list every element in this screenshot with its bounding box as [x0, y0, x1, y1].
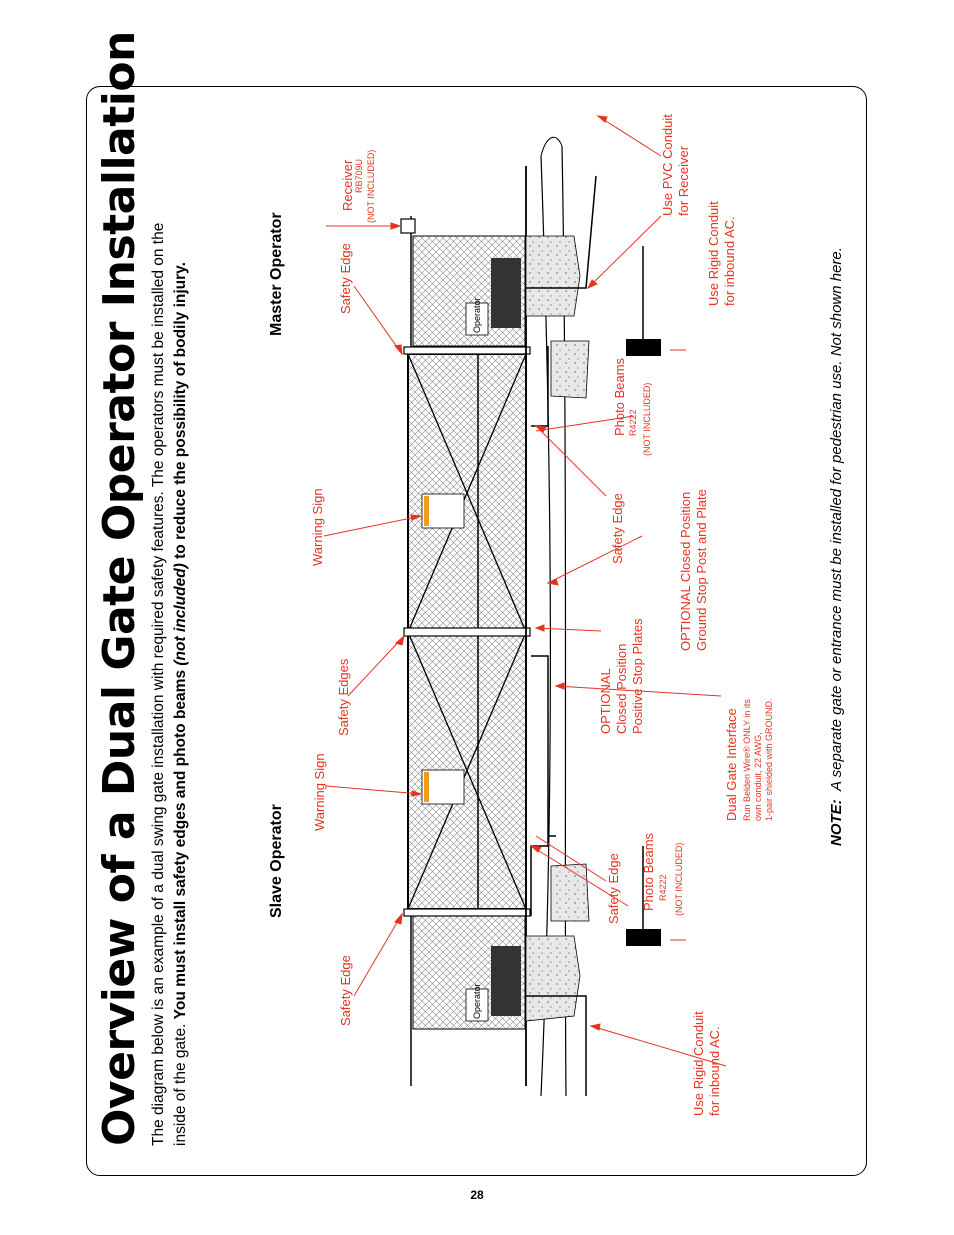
- rotated-content: [86, 31, 867, 1176]
- label-rigid-conduit-slave-2: for inbound AC.: [707, 1026, 722, 1116]
- label-photo-beams-slave: Photo Beams: [641, 832, 656, 911]
- label-stop-plates-1: OPTIONAL: [598, 668, 613, 734]
- slave-operator-label: Slave Operator: [268, 804, 285, 918]
- receiver-box: [401, 219, 415, 233]
- intro-text: The diagram below is an example of a dual swing gate installation with required safety features. The operators must be installed on the inside of the gate.: [150, 222, 189, 1146]
- label-pvc-conduit-1: Use PVC Conduit: [660, 114, 675, 216]
- label-receiver-not-included: (NOT INCLUDED): [366, 149, 376, 223]
- landscape-stage: [86, 31, 867, 1176]
- note-label: NOTE:: [828, 799, 845, 846]
- label-warning-sign-master: Warning Sign: [310, 488, 325, 566]
- label-safety-edge-bottom-master: Safety Edge: [610, 493, 625, 564]
- label-warning-sign-slave: Warning Sign: [312, 753, 327, 831]
- master-operator-arm: [491, 258, 521, 328]
- intro-warning-a: You must install safety edges and photo beams: [172, 665, 189, 1020]
- label-dual-gate-interface: Dual Gate Interface: [724, 708, 739, 821]
- label-rigid-conduit-master-2: for inbound AC.: [722, 216, 737, 306]
- intro-warning-b: to reduce the possibility of bodily injury.: [172, 262, 189, 564]
- label-photo-not-included-master: (NOT INCLUDED): [642, 382, 652, 456]
- label-safety-edges-center: Safety Edges: [336, 658, 351, 736]
- label-stop-plates-3: Positive Stop Plates: [630, 618, 645, 734]
- gate-leaf-master: [408, 354, 526, 632]
- label-rigid-conduit-master-1: Use Rigid Conduit: [706, 201, 721, 306]
- label-photo-model-slave: R4222: [658, 874, 668, 901]
- label-photo-model-master: R4222: [628, 409, 638, 436]
- note: [828, 247, 845, 846]
- photo-beam-post-master: [626, 246, 661, 356]
- label-receiver-model: RB709U: [354, 158, 364, 193]
- label-photo-not-included-slave: (NOT INCLUDED): [674, 842, 684, 916]
- label-pvc-conduit-2: for Receiver: [676, 145, 691, 216]
- slave-operator-box-label: Operator: [472, 983, 482, 1019]
- label-safety-edge-master: Safety Edge: [338, 243, 353, 314]
- label-ground-stop-1: OPTIONAL Closed Position: [678, 491, 693, 651]
- note-text: A separate gate or entrance must be installed for pedestrian use. Not shown here.: [828, 247, 845, 791]
- label-belden-2: own conduit, 22 AWG,: [753, 732, 763, 821]
- label-stop-plates-2: Closed Position: [614, 643, 629, 734]
- slave-operator-arm: [491, 946, 521, 1016]
- page-title: Overview of a Dual Gate Operator Installation: [94, 31, 145, 1146]
- master-operator-box-label: Operator: [472, 297, 482, 333]
- page-number: 28: [470, 1188, 484, 1202]
- label-photo-beams-master: Photo Beams: [612, 357, 627, 436]
- label-ground-stop-2: Ground Stop Post and Plate: [694, 489, 709, 651]
- master-operator-label: Master Operator: [268, 212, 285, 336]
- label-safety-edge-slave: Safety Edge: [338, 955, 353, 1026]
- label-belden-3: 1-pair shielded with GROUND.: [764, 698, 774, 821]
- label-belden-1: Run Belden Wire® ONLY in its: [742, 699, 752, 821]
- label-safety-edge-bottom-slave: Safety Edge: [606, 853, 621, 924]
- intro-warning-italic: (not included): [172, 563, 189, 666]
- label-receiver: Receiver: [340, 159, 355, 211]
- label-rigid-conduit-slave-1: Use Rigid Conduit: [691, 1011, 706, 1116]
